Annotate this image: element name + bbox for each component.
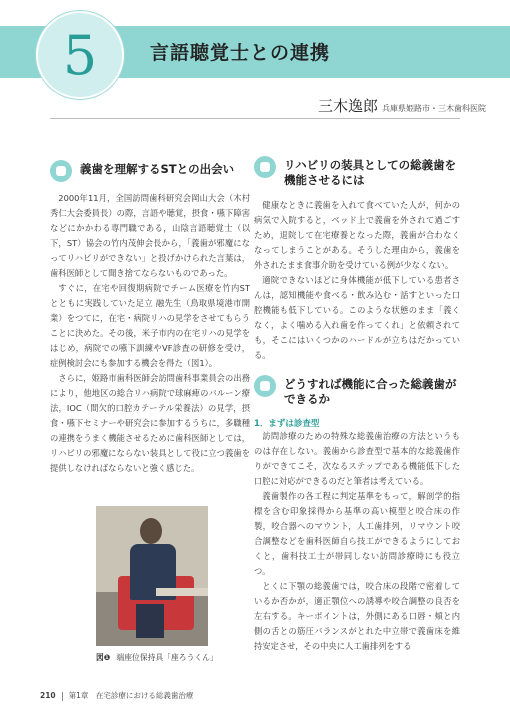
section-heading xyxy=(254,375,460,407)
section-title: リハビリの装具としての総義歯を機能させるには xyxy=(284,158,457,187)
author-name: 三木逸郎 xyxy=(318,97,379,115)
section-title: どうすれば機能に合った総義歯ができるか xyxy=(284,377,457,406)
right-column xyxy=(254,156,460,654)
left-column xyxy=(50,160,250,476)
paragraph: 健康なときに義歯を入れて食べていた人が，何かの病気で入院すると，ベッド上で義歯を外されて過ごすため，退院して在宅療養となった際，義歯が合わなくなってしまうことがある。そうした理由から，義歯を外されたまま食事介助を受けている例が少なくない。 xyxy=(254,200,460,270)
page-footer xyxy=(40,690,193,701)
chapter-number-badge xyxy=(36,11,124,99)
figure-caption xyxy=(96,652,218,663)
divider xyxy=(50,118,460,119)
section-bullet-icon xyxy=(254,156,276,178)
section-bullet-icon xyxy=(254,375,276,397)
chapter-title: 言語聴覚士との連携 xyxy=(150,42,331,64)
subsection-title: 1．まずは診査型 xyxy=(254,419,320,429)
paragraph: 2000年11月，全国訪問歯科研究会岡山大会（木村秀仁大会委員長）の際，言語や聴覚，摂食・嚥下障害などにかかわる専門職である，山陰言語聴覚士（以下，ST）協会の竹内茂伸会長から，「義歯が邪魔になってリハビリができない」と投げかけられた言葉は，歯科医師として聞き捨てならないものであった。 xyxy=(50,193,250,278)
figure-photo xyxy=(96,506,208,646)
section-bullet-icon xyxy=(50,160,72,182)
paragraph: 適院できないほどに身体機能が低下している患者さんは，認知機能や食べる・飲み込む・話すといった口腔機能も低下している。このような状態のまま「義くなく，よく噛める入れ歯を作ってくれ」と依頼されても，そこにはいくつかのハードルが立ちはだかっている。 xyxy=(254,275,460,360)
divider xyxy=(62,692,63,701)
author-affiliation: 兵庫県姫路市・三木歯科医院 xyxy=(382,104,487,113)
section-title: 義歯を理解するSTとの出会い xyxy=(80,162,235,176)
paragraph: すぐに，在宅や回復期病院でチーム医療を竹内STとともに実践していた足立 融先生（鳥取県境港市開業）をつてに，在宅・病院リハの見学をさせてもらうことに決めた。その後，米子市内の在宅リハの見学をはじめ，病院での嚥下訓練やVF診査の研修を受け，症例検討会にも参加する機会を得た（図1）。 xyxy=(50,283,250,368)
page-number: 210 xyxy=(40,691,56,700)
paragraph: 義歯製作の各工程に判定基準をもって，解剖学的指標を含む印象採得から基準の高い模型と咬合床の作製，咬合器へのマウント，人工歯排列，リマウント咬合調整などを歯科医師自ら技工ができるようにしておくと，歯科技工士が帯同しない訪問診療時にも役立つ。 xyxy=(254,491,460,576)
paragraph: とくに下顎の総義歯では，咬合床の段階で密着しているか否かが，適正顎位への誘導や咬合調整の良否を左右する。キーポイントは，外側にある口唇・頬と内側の舌との筋圧バランスがとれた中立帯で義歯床を維持安定させ，その中央に人工歯排列をする xyxy=(254,581,460,651)
chapter-number: 5 xyxy=(62,24,98,87)
paragraph: 訪問診療のための特殊な総義歯治療の方法というものは存在しない。義歯から診査型で基本的な総義歯作りができてこそ，次なるステップである機能低下した口腔に対応ができるのだと筆者は考えている。 xyxy=(254,431,460,486)
paragraph: さらに，姫路市歯科医師会訪問歯科事業員会の出務により，他地区の総合リハ病院で球麻痺のバルーン療法，IOC（間欠的口腔カテーテル栄養法）の見学，摂食・嚥下セミナーや研究会に参加するうちに，多職種の連携をうまく機能させるために歯科医師としては，リハビリの邪魔にならない装具として役に立つ義歯を提供しなければならないと強く感じた。 xyxy=(50,373,250,473)
section-heading xyxy=(50,160,250,177)
footer-chapter: 第1章 在宅診療における総義歯治療 xyxy=(68,691,194,700)
figure-label: 図❶ xyxy=(96,653,111,662)
figure-caption-text: 端座位保持具「座ろうくん」 xyxy=(116,653,218,662)
section-heading xyxy=(254,156,460,188)
author-line xyxy=(318,95,486,116)
